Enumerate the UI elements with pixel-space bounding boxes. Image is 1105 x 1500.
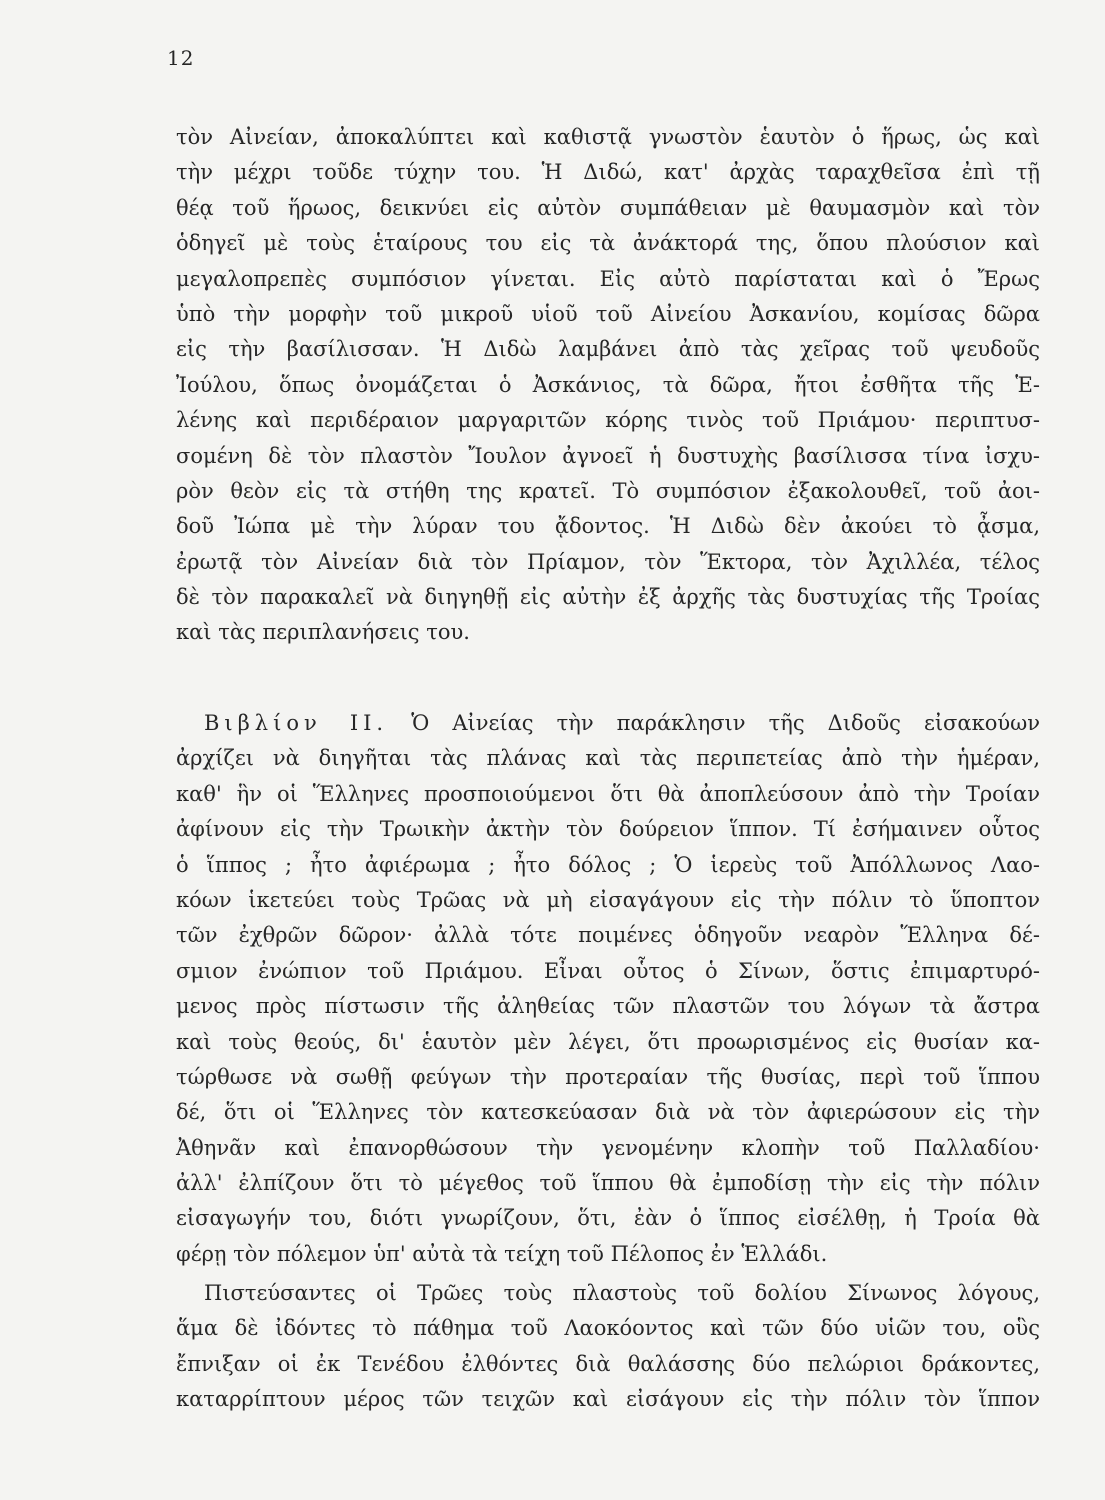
text-line: δοῦ Ἰώπα μὲ τὴν λύραν του ᾄδοντος. Ἡ Διδὼ δὲν ἀκούει τὸ ᾆσμα, bbox=[176, 514, 1040, 539]
text-line: Ἀθηνᾶν καὶ ἐπανορθώσουν τὴν γενομένην κλοπὴν τοῦ Παλλαδίου· bbox=[176, 1135, 1040, 1160]
text-line: ἅμα δὲ ἰδόντες τὸ πάθημα τοῦ Λαοκόοντος καὶ τῶν δύο υἱῶν του, οὓς bbox=[176, 1316, 1040, 1341]
text-line: καὶ τοὺς θεούς, δι' ἑαυτὸν μὲν λέγει, ὅτι προωρισμένος εἰς θυσίαν κα- bbox=[176, 1029, 1040, 1054]
text-line: δέ, ὅτι οἱ Ἕλληνες τὸν κατεσκεύασαν διὰ νὰ τὸν ἀφιερώσουν εἰς τὴν bbox=[176, 1100, 1040, 1125]
text-line: μεγαλοπρεπὲς συμπόσιον γίνεται. Εἰς αὐτὸ παρίσταται καὶ ὁ Ἔρως bbox=[176, 266, 1040, 291]
text-line: ὁδηγεῖ μὲ τοὺς ἑταίρους του εἰς τὰ ἀνάκτορά της, ὅπου πλούσιον καὶ bbox=[176, 231, 1040, 256]
text-line: σομένη δὲ τὸν πλαστὸν Ἴουλον ἀγνοεῖ ἡ δυστυχὴς βασίλισσα τίνα ἰσχυ- bbox=[176, 443, 1040, 468]
text-line: λένης καὶ περιδέραιον μαργαριτῶν κόρης τινὸς τοῦ Πριάμου· περιπτυσ- bbox=[176, 408, 1040, 433]
text-line: θέᾳ τοῦ ἥρωος, δεικνύει εἰς αὐτὸν συμπάθειαν μὲ θαυμασμὸν καὶ τὸν bbox=[176, 195, 1040, 220]
text-line: σμιον ἐνώπιον τοῦ Πριάμου. Εἶναι οὗτος ὁ Σίνων, ὅστις ἐπιμαρτυρό- bbox=[176, 958, 1040, 983]
text-line: δὲ τὸν παρακαλεῖ νὰ διηγηθῇ εἰς αὐτὴν ἐξ ἀρχῆς τὰς δυστυχίας τῆς Τροίας bbox=[176, 585, 1040, 610]
text-line: τῶν ἐχθρῶν δῶρον· ἀλλὰ τότε ποιμένες ὁδηγοῦν νεαρὸν Ἕλληνα δέ- bbox=[176, 923, 1040, 948]
page-number: 12 bbox=[167, 46, 195, 70]
text-line: ἀρχίζει νὰ διηγῆται τὰς πλάνας καὶ τὰς περιπετείας ἀπὸ τὴν ἡμέραν, bbox=[176, 746, 1040, 771]
text-line: καταρρίπτουν μέρος τῶν τειχῶν καὶ εἰσάγουν εἰς τὴν πόλιν τὸν ἵππον bbox=[176, 1387, 1040, 1412]
text-line: καὶ τὰς περιπλανήσεις του. bbox=[176, 620, 470, 645]
text-line: εἰς τὴν βασίλισσαν. Ἡ Διδὼ λαμβάνει ἀπὸ τὰς χεῖρας τοῦ ψευδοῦς bbox=[176, 337, 1040, 362]
paragraph-2-first-line bbox=[176, 706, 1040, 741]
text-line: ἐρωτᾷ τὸν Αἰνείαν διὰ τὸν Πρίαμον, τὸν Ἕκτορα, τὸν Ἀχιλλέα, τέλος bbox=[176, 549, 1040, 574]
text-line: ρὸν θεὸν εἰς τὰ στήθη της κρατεῖ. Τὸ συμπόσιον ἐξακολουθεῖ, τοῦ ἀοι- bbox=[176, 478, 1040, 503]
text-line: ὁ ἵππος ; ἦτο ἀφιέρωμα ; ἦτο δόλος ; Ὁ ἱερεὺς τοῦ Ἀπόλλωνος Λαο- bbox=[176, 852, 1040, 877]
text-line: ἔπνιξαν οἱ ἐκ Τενέδου ἐλθόντες διὰ θαλάσσης δύο πελώριοι δράκοντες, bbox=[176, 1351, 1040, 1376]
text-line: τὸν Αἰνείαν, ἀποκαλύπτει καὶ καθιστᾷ γνωστὸν ἑαυτὸν ὁ ἥρως, ὡς καὶ bbox=[176, 125, 1040, 149]
text-line: τὴν μέχρι τοῦδε τύχην του. Ἡ Διδώ, κατ' ἀρχὰς ταραχθεῖσα ἐπὶ τῇ bbox=[176, 160, 1040, 185]
paragraph-2 bbox=[176, 706, 1040, 1272]
text-line-start: Ὁ Αἰνείας τὴν παράκλησιν τῆς Διδοῦς εἰσακούων bbox=[411, 711, 1041, 735]
paragraph-1 bbox=[176, 120, 1040, 651]
text-line: ἀφίνουν εἰς τὴν Τρωικὴν ἀκτὴν τὸν δούρειον ἵππον. Τί ἐσήμαινεν οὗτος bbox=[176, 817, 1040, 842]
text-line: μενος πρὸς πίστωσιν τῆς ἀληθείας τῶν πλαστῶν του λόγων τὰ ἄστρα bbox=[176, 994, 1040, 1019]
text-line: Πιστεύσαντες οἱ Τρῶες τοὺς πλαστοὺς τοῦ δολίου Σίνωνος λόγους, bbox=[204, 1281, 1040, 1305]
text-line: εἰσαγωγήν του, διότι γνωρίζουν, ὅτι, ἐὰν ὁ ἵππος εἰσέλθῃ, ἡ Τροία θὰ bbox=[176, 1206, 1040, 1231]
text-line: ἀλλ' ἐλπίζουν ὅτι τὸ μέγεθος τοῦ ἵππου θὰ ἐμποδίσῃ τὴν εἰς τὴν πόλιν bbox=[176, 1171, 1040, 1196]
section-heading: Βιβλίον ΙΙ. bbox=[204, 711, 389, 735]
text-line: Ἰούλου, ὅπως ὀνομάζεται ὁ Ἀσκάνιος, τὰ δῶρα, ἤτοι ἐσθῆτα τῆς Ἑ- bbox=[176, 372, 1040, 397]
text-line: ὑπὸ τὴν μορφὴν τοῦ μικροῦ υἱοῦ τοῦ Αἰνείου Ἀσκανίου, κομίσας δῶρα bbox=[176, 301, 1040, 326]
text-line: τώρθωσε νὰ σωθῇ φεύγων τὴν προτεραίαν τῆς θυσίας, περὶ τοῦ ἵππου bbox=[176, 1064, 1040, 1089]
text-line: καθ' ἣν οἱ Ἕλληνες προσποιούμενοι ὅτι θὰ ἀποπλεύσουν ἀπὸ τὴν Τροίαν bbox=[176, 781, 1040, 806]
text-line: φέρῃ τὸν πόλεμον ὑπ' αὐτὰ τὰ τείχη τοῦ Πέλοπος ἐν Ἑλλάδι. bbox=[176, 1241, 828, 1266]
text-line: κόων ἱκετεύει τοὺς Τρῶας νὰ μὴ εἰσαγάγουν εἰς τὴν πόλιν τὸ ὕποπτον bbox=[176, 887, 1040, 912]
paragraph-3 bbox=[176, 1276, 1040, 1418]
